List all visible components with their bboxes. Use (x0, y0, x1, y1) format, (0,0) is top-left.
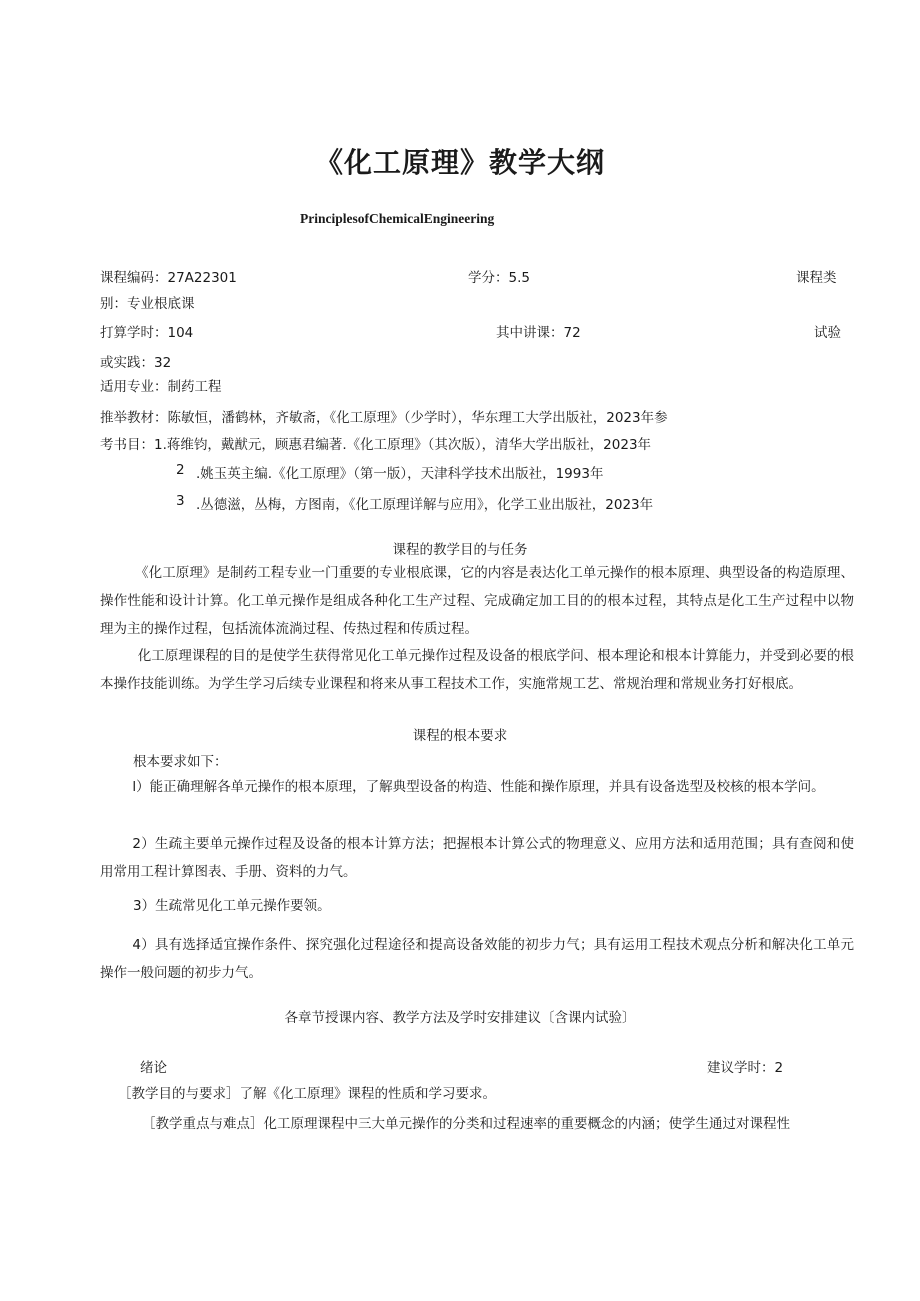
course-practice-part2: 或实践：32 (100, 355, 172, 371)
course-lecture-hours: 其中讲课：72 (496, 325, 581, 341)
requirements-intro: 根本要求如下： (133, 754, 228, 770)
requirement-item-2: 2）生疏主要单元操作过程及设备的根本计算方法；把握根本计算公式的物理意义、应用方法和适用范围；具有查阅和使用常用工程计算图表、手册、资料的力气。 (100, 836, 854, 880)
chapter-goal: ［教学目的与要求］了解《化工原理》课程的性质和学习要求。 (118, 1086, 496, 1102)
document-title: 《化工原理》教学大纲 (314, 146, 605, 179)
course-type-part2: 别：专业根底课 (100, 296, 195, 312)
course-practice-part1: 试验 (814, 325, 841, 341)
reference-3-number: 3 (176, 493, 185, 509)
intro-chapter-hours: 建议学时：2 (707, 1060, 784, 1076)
course-credits: 学分：5.5 (468, 270, 530, 286)
chapters-heading: 各章节授课内容、教学方法及学时安排建议〔含课内试验〕 (284, 1010, 636, 1026)
objectives-paragraph-2: 化工原理课程的目的是使学生获得常见化工单元操作过程及设备的根底学问、根本理论和根本计算能力，并受到必要的根本操作技能训练。为学生学习后续专业课程和将来从事工程技术工作，实施常规工艺、常规治理和常规业务打好根底。 (100, 648, 854, 692)
reference-2-text: .姚玉英主编.《化工原理》（第一版），天津科学技术出版社，1993年 (196, 466, 604, 482)
chapter-focus: ［教学重点与难点］化工原理课程中三大单元操作的分类和过程速率的重要概念的内涵；使学生通过对课程性 (142, 1116, 790, 1132)
course-type-part1: 课程类 (796, 270, 837, 286)
objectives-heading: 课程的教学目的与任务 (392, 542, 528, 558)
course-hours: 打算学时：104 (100, 325, 194, 341)
requirement-item-1: l）能正确理解各单元操作的根本原理，了解典型设备的构造、性能和操作原理，并具有设备选型及校核的根本学问。 (132, 779, 825, 795)
requirement-item-3: 3）生疏常见化工单元操作要领。 (133, 898, 331, 914)
course-code: 课程编码：27A22301 (100, 270, 237, 286)
course-major: 适用专业：制药工程 (100, 379, 222, 395)
document-subtitle: PrinciplesofChemicalEngineering (300, 211, 495, 226)
intro-chapter-title: 绪论 (140, 1060, 167, 1076)
textbook-line-1: 推举教材：陈敏恒，潘鹤林，齐敏斋，《化工原理》（少学时），华东理工大学出版社，2023年参 (100, 410, 668, 426)
objectives-paragraph-1: 《化工原理》是制药工程专业一门重要的专业根底课，它的内容是表达化工单元操作的根本原理、典型设备的构造原理、操作性能和设计计算。化工单元操作是组成各种化工生产过程、完成确定加工目的的根本过程，其特点是化工生产过程中以物理为主的操作过程，包括流体流淌过程、传热过程和传质过程。 (100, 565, 854, 637)
textbook-line-2: 考书目：1.蒋维钧，戴猷元，顾惠君编著.《化工原理》（其次版），清华大学出版社，2023年 (100, 437, 652, 453)
reference-2-number: 2 (176, 462, 185, 478)
requirement-item-4: 4）具有选择适宜操作条件、探究强化过程途径和提高设备效能的初步力气；具有运用工程技术观点分析和解决化工单元操作一般问题的初步力气。 (100, 937, 854, 981)
reference-3-text: .丛德滋，丛梅，方图南，《化工原理详解与应用》，化学工业出版社，2023年 (196, 497, 654, 513)
requirements-heading: 课程的根本要求 (412, 728, 508, 744)
